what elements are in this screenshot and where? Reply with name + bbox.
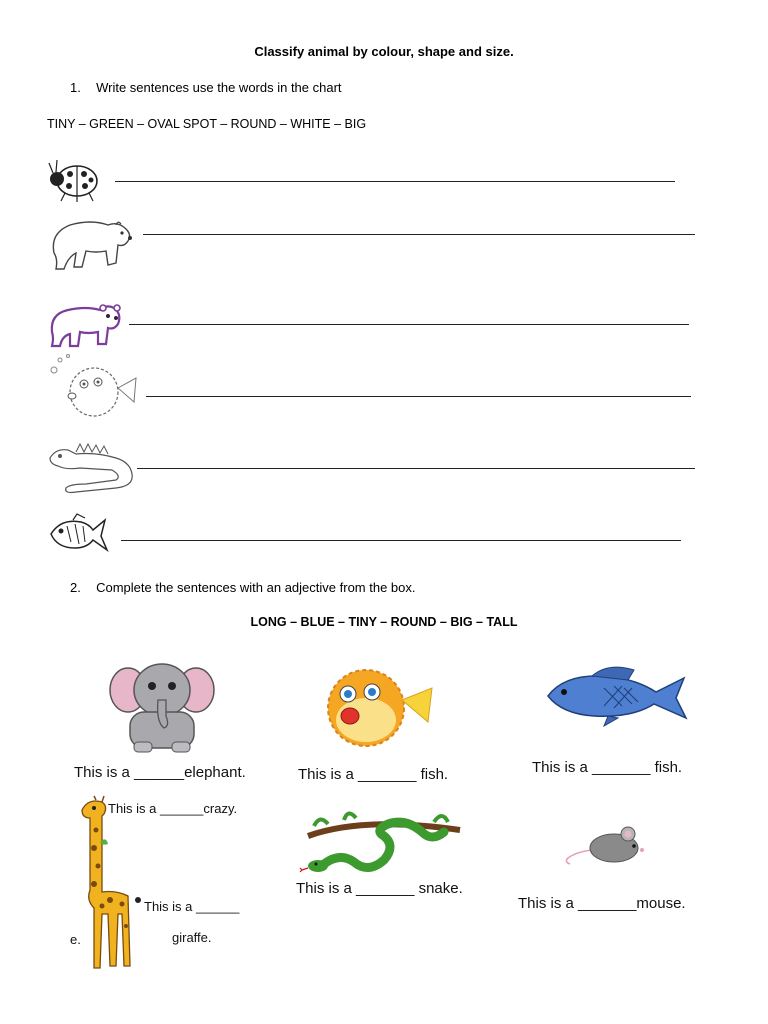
sentence-giraffe-end: giraffe. [172, 930, 212, 945]
answer-line-polar-bear[interactable] [143, 234, 695, 235]
iguana-outline-icon [46, 440, 138, 498]
giraffe-image [72, 796, 148, 972]
blue-fish-image [544, 662, 690, 728]
answer-line-iguana[interactable] [137, 468, 695, 469]
sentence-pufferfish: This is a _______ fish. [298, 766, 449, 783]
word-bank-1: TINY – GREEN – OVAL SPOT – ROUND – WHITE – BIG [47, 117, 367, 131]
bear-color-icon [46, 300, 122, 348]
question-1 [70, 80, 342, 95]
sentence-blue-fish: This is a _______ fish. [532, 759, 683, 776]
fish-outline-icon [47, 512, 109, 556]
answer-line-ladybug[interactable] [115, 181, 675, 182]
sentence-giraffe-top: This is a ______crazy. [108, 801, 238, 816]
answer-line-fish[interactable] [121, 540, 681, 541]
elephant-image [108, 656, 216, 756]
question-2-text: Complete the sentences with an adjective from the box. [96, 580, 416, 595]
answer-line-pufferfish[interactable] [146, 396, 691, 397]
pufferfish-outline-icon [46, 352, 142, 428]
snake-image [304, 806, 466, 880]
sentence-giraffe-edge: e. [70, 932, 81, 947]
word-bank-2: LONG – BLUE – TINY – ROUND – BIG – TALL [250, 615, 518, 629]
question-2 [70, 580, 416, 595]
ladybug-icon [47, 155, 103, 203]
question-1-number: 1. [70, 80, 81, 95]
question-2-number: 2. [70, 580, 81, 595]
answer-line-bear[interactable] [129, 324, 689, 325]
sentence-snake: This is a _______ snake. [296, 880, 463, 897]
sentence-giraffe-middle: This is a ______ [144, 899, 240, 914]
sentence-elephant: This is a ______elephant. [74, 764, 246, 781]
polar-bear-outline-icon [46, 213, 134, 273]
mouse-image [562, 822, 646, 866]
sentence-mouse: This is a _______mouse. [518, 895, 686, 912]
pufferfish-color-image [312, 664, 438, 756]
worksheet-title: Classify animal by colour, shape and size. [254, 44, 514, 59]
question-1-text: Write sentences use the words in the chart [96, 80, 342, 95]
